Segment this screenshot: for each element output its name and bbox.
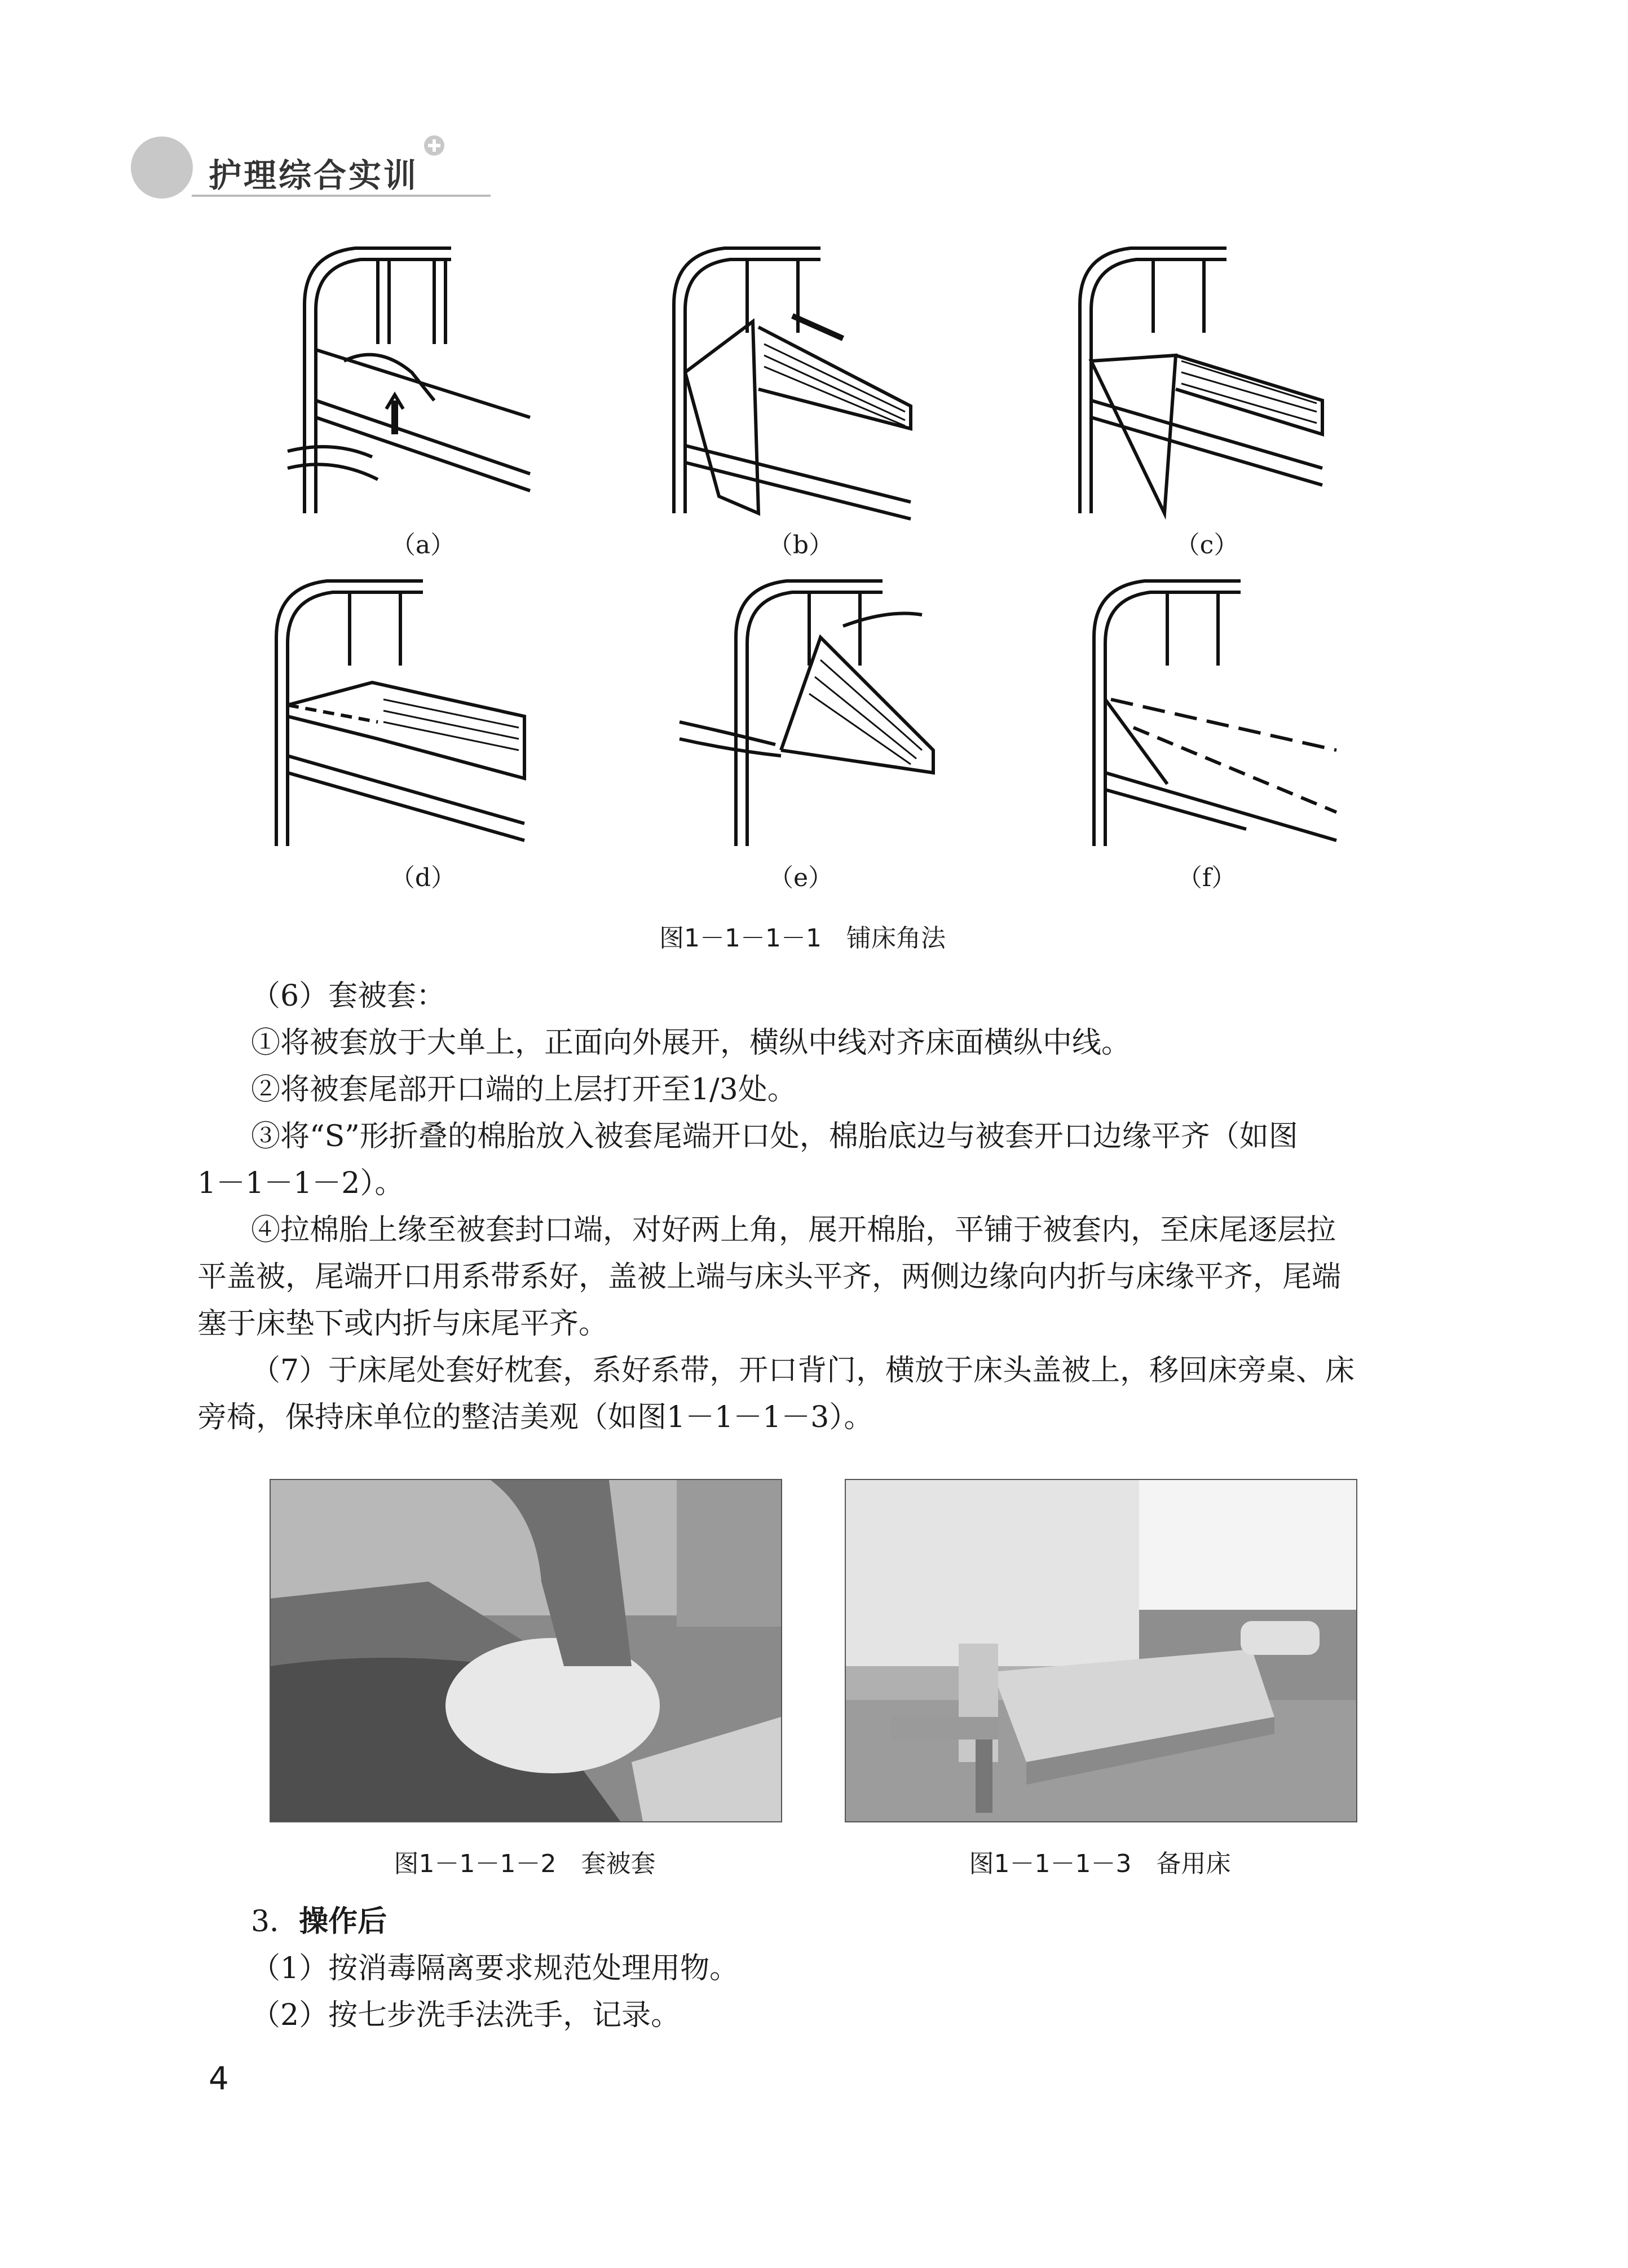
step6-item3-line2: 1－1－1－2）。 xyxy=(197,1166,404,1200)
step6-heading: （6）套被套： xyxy=(251,979,446,1013)
photo-caption-bed: 图1－1－1－3 备用床 xyxy=(969,1849,1231,1878)
step6-item4-line3: 塞于床垫下或内折与床尾平齐。 xyxy=(197,1307,608,1341)
figure-panel-d xyxy=(265,564,536,869)
figure-label-d: （d） xyxy=(390,864,456,892)
section-title: 操作后 xyxy=(299,1905,387,1939)
after-item2: （2）按七步洗手法洗手，记录。 xyxy=(251,1998,681,2032)
photo-duvet-cover xyxy=(270,1479,782,1822)
figure-caption: 图1－1－1－1 铺床角法 xyxy=(659,924,946,953)
figure-label-f: （f） xyxy=(1177,864,1237,892)
step6-item2: ②将被套尾部开口端的上层打开至1/3处。 xyxy=(251,1073,797,1107)
header-rule xyxy=(192,195,491,197)
figure-panel-c xyxy=(1069,231,1339,536)
figure-label-e: （e） xyxy=(768,864,833,892)
figure-label-c: （c） xyxy=(1175,531,1239,560)
step7-line1: （7）于床尾处套好枕套，系好系带，开口背门，横放于床头盖被上，移回床旁桌、床 xyxy=(251,1354,1355,1388)
figure-label-b: （b） xyxy=(767,531,834,560)
after-item1: （1）按消毒隔离要求规范处理用物。 xyxy=(251,1952,739,1985)
step6-item1: ①将被套放于大单上，正面向外展开，横纵中线对齐床面横纵中线。 xyxy=(251,1026,1131,1060)
step7-line2: 旁椅，保持床单位的整洁美观（如图1－1－1－3）。 xyxy=(197,1401,873,1434)
figure-label-a: （a） xyxy=(390,531,456,560)
figure-panel-a xyxy=(265,231,536,536)
figure-panel-b xyxy=(651,231,922,536)
section-number: 3． xyxy=(251,1905,299,1939)
page-number: 4 xyxy=(209,2060,229,2097)
photo-spare-bed xyxy=(845,1479,1357,1822)
figure-panel-e xyxy=(674,564,945,869)
step6-item4-line1: ④拉棉胎上缘至被套封口端，对好两上角，展开棉胎，平铺于被套内，至床尾逐层拉 xyxy=(251,1213,1336,1247)
plus-icon xyxy=(424,135,444,156)
step6-item3-line1: ③将“S”形折叠的棉胎放入被套尾端开口处，棉胎底边与被套开口边缘平齐（如图 xyxy=(251,1120,1298,1153)
book-title: 护理综合实训 xyxy=(209,156,419,195)
photo-caption-duvet: 图1－1－1－2 套被套 xyxy=(394,1849,656,1878)
figure-panel-f xyxy=(1077,564,1348,869)
step6-item4-line2: 平盖被，尾端开口用系带系好，盖被上端与床头平齐，两侧边缘向内折与床缘平齐，尾端 xyxy=(197,1260,1342,1294)
header-logo-icon xyxy=(131,136,193,199)
section-heading xyxy=(251,1899,1492,1945)
